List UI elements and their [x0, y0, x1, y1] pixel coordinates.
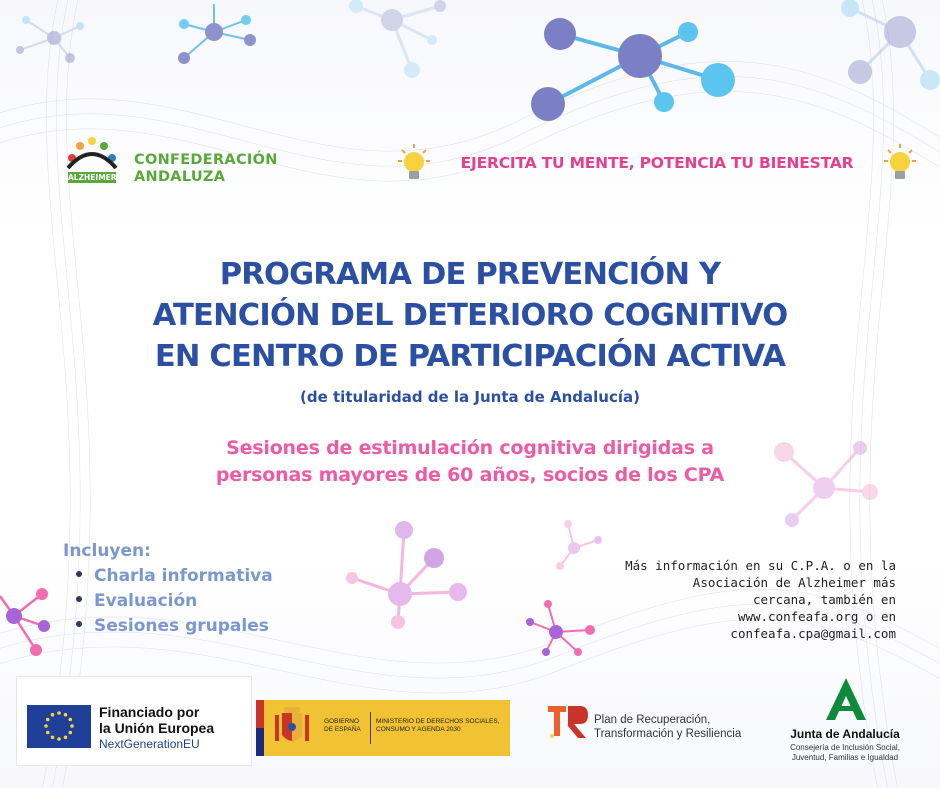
- eu-funding-logo: [16, 676, 252, 766]
- organization-name-line2: ANDALUZA: [134, 169, 226, 185]
- eu-stars-icon: [27, 705, 91, 748]
- eu-funding-line3: NextGenerationEU: [99, 737, 200, 751]
- list-item-label: Sesiones grupales: [94, 616, 269, 636]
- molecule-top-left: [178, 4, 256, 64]
- contact-info: [596, 557, 896, 642]
- organization-name-line1: CONFEDERACIÓN: [134, 152, 278, 168]
- sessions-line2: personas mayores de 60 años, socios de los CPA: [215, 464, 725, 486]
- molecule-top-far-right: [841, 0, 940, 90]
- includes-title: Incluyen:: [63, 541, 151, 561]
- bullet-icon: [76, 621, 82, 627]
- slogan-text: EJERCITA TU MENTE, POTENCIA TU BIENESTAR: [460, 154, 854, 172]
- junta-andalucia-department: [760, 743, 930, 763]
- eu-funding-line2: la Unión Europea: [99, 720, 215, 736]
- bullet-icon: [76, 596, 82, 602]
- list-item: [76, 564, 273, 589]
- junta-sub-line1: Consejería de Inclusión Social,: [790, 743, 900, 752]
- confederacion-logo: [62, 134, 122, 188]
- junta-andalucia-logo-icon: [818, 676, 874, 722]
- plan-line2: Transformación y Resiliencia: [594, 728, 742, 740]
- gobierno-separator: [370, 712, 371, 744]
- program-title-line2: ATENCIÓN DEL DETERIORO COGNITIVO: [152, 298, 788, 333]
- molecule-pink-left: [0, 588, 50, 656]
- contact-email[interactable]: confeafa.cpa@gmail.com: [730, 626, 896, 641]
- eu-flag-icon: [27, 705, 91, 748]
- ministry-label: MINISTERIO DE DERECHOS SOCIALES, CONSUMO Y AGENDA 2030: [376, 718, 500, 733]
- list-item-label: Charla informativa: [94, 566, 273, 586]
- contact-info-line1: Más información en su C.P.A. o en la: [625, 558, 896, 573]
- junta-andalucia-name: Junta de Andalucía: [790, 727, 900, 741]
- spain-flag-stripe: [256, 700, 264, 756]
- organization-name: [134, 152, 278, 186]
- molecule-top-right: [531, 18, 735, 121]
- program-title-line1: PROGRAMA DE PREVENCIÓN Y: [219, 257, 721, 292]
- plan-line1: Plan de Recuperación,: [594, 714, 711, 726]
- sessions-line1: Sesiones de estimulación cognitiva dirigidas a: [226, 437, 714, 459]
- contact-info-line3: cercana, también en: [753, 592, 896, 607]
- lightbulb-icon: [884, 144, 916, 184]
- junta-sub-line2: Juventud, Familias e Igualdad: [791, 753, 899, 762]
- program-subtitle: (de titularidad de la Junta de Andalucía): [300, 388, 640, 406]
- plan-recuperacion-text: [594, 713, 741, 741]
- lightbulb-icon: [398, 144, 430, 184]
- molecule-pink-right-center: [526, 600, 595, 656]
- prtr-icon: [546, 702, 590, 742]
- plan-recuperacion-logo: [546, 702, 766, 742]
- slogan-banner: [398, 144, 916, 184]
- sessions-description: [80, 435, 860, 489]
- includes-list: [76, 564, 273, 639]
- list-item: [76, 589, 273, 614]
- molecule-top-center-faint: [349, 0, 446, 78]
- program-title: [60, 254, 880, 377]
- eu-funding-line1: Financiado por: [99, 704, 200, 720]
- gobierno-espana-logo: [256, 700, 510, 756]
- contact-website[interactable]: www.confeafa.org o en: [737, 609, 896, 624]
- gobierno-label: GOBIERNO DE ESPAÑA: [324, 718, 361, 733]
- contact-info-line2: Asociación de Alzheimer más: [692, 575, 896, 590]
- spain-coat-of-arms-icon: [272, 705, 312, 751]
- bullet-icon: [76, 571, 82, 577]
- alzheimer-logo-label: ALZHEIMER: [68, 173, 117, 182]
- program-title-line3: EN CENTRO DE PARTICIPACIÓN ACTIVA: [154, 339, 786, 374]
- molecule-center-pink: [346, 521, 467, 629]
- list-item: [76, 614, 273, 639]
- list-item-label: Evaluación: [94, 591, 198, 611]
- molecule-top-left-faint: [16, 16, 84, 63]
